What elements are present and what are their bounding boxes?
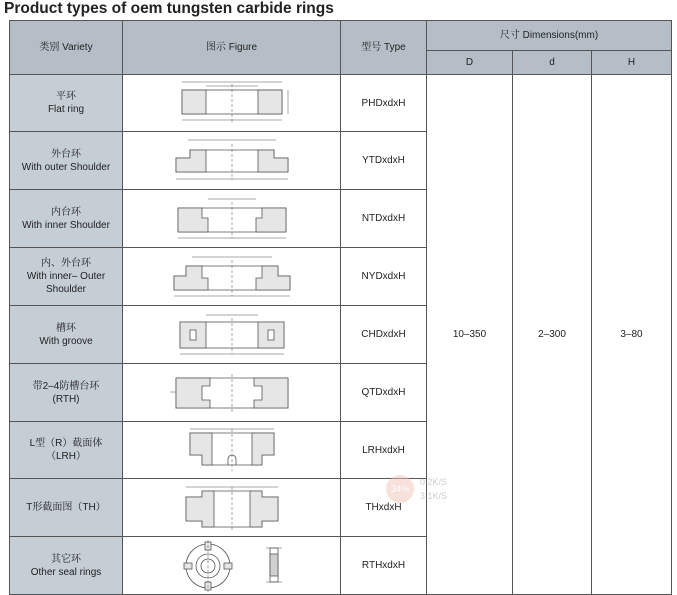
dimension-H-value: 3–80	[592, 75, 672, 595]
type-cell: PHDxdxH	[341, 75, 427, 132]
dimension-d-value: 2–300	[513, 75, 592, 595]
variety-cn: 槽环	[56, 322, 76, 334]
variety-cell	[10, 422, 123, 479]
variety-cell	[10, 306, 123, 364]
type-cell: LRHxdxH	[341, 422, 427, 479]
type-header: 型号 Type	[341, 21, 427, 75]
variety-cn: 内、外台环	[41, 258, 91, 269]
watermark-line-1: 0.2K/S	[420, 477, 448, 487]
dimension-d-header: d	[513, 51, 592, 75]
variety-cell	[10, 132, 123, 190]
variety-header: 类别 Variety	[10, 21, 123, 75]
page-title: Product types of oem tungsten carbide rings	[4, 0, 334, 17]
variety-cell	[10, 364, 123, 422]
anti-groove-ring-figure	[123, 364, 341, 422]
variety-cell	[10, 75, 123, 132]
type-cell: THxdxH	[341, 479, 427, 537]
variety-cell	[10, 479, 123, 537]
variety-cn: 带2–4防槽台环	[32, 380, 100, 392]
inner-outer-shoulder-ring-figure	[123, 248, 341, 306]
variety-cell	[10, 190, 123, 248]
watermark-badge: 34%	[386, 475, 414, 503]
variety-cn: T形截面图（TH）	[26, 502, 106, 513]
type-cell: CHDxdxH	[341, 306, 427, 364]
table-row	[10, 75, 672, 132]
variety-en: With groove	[39, 335, 93, 347]
l-section-ring-figure	[123, 422, 341, 479]
variety-cell	[10, 537, 123, 595]
other-seal-ring-figure	[123, 537, 341, 595]
type-cell: NTDxdxH	[341, 190, 427, 248]
type-cell: NYDxdxH	[341, 248, 427, 306]
dimension-D-header: D	[427, 51, 513, 75]
watermark-line-2: 3.1K/S	[420, 491, 448, 501]
inner-shoulder-ring-figure	[123, 190, 341, 248]
variety-en: With inner Shoulder	[22, 219, 110, 231]
variety-en: With outer Shoulder	[21, 161, 111, 173]
variety-cn: L型（R）截面体	[29, 438, 103, 449]
groove-ring-figure	[123, 306, 341, 364]
variety-en: Flat ring	[47, 104, 85, 115]
variety-en: （LRH）	[45, 451, 86, 462]
variety-cn: 外台环	[51, 148, 81, 160]
type-cell: RTHxdxH	[341, 537, 427, 595]
flat-ring-figure	[123, 75, 341, 132]
variety-en: With inner– Outer Shoulder	[26, 271, 106, 295]
dimension-H-header: H	[592, 51, 672, 75]
t-section-ring-figure	[123, 479, 341, 537]
variety-en: Other seal rings	[30, 566, 102, 578]
type-cell: YTDxdxH	[341, 132, 427, 190]
variety-cn: 平环	[56, 91, 76, 102]
variety-en: (RTH)	[52, 393, 80, 405]
type-cell: QTDxdxH	[341, 364, 427, 422]
dimension-D-value: 10–350	[427, 75, 513, 595]
dimensions-header: 尺寸 Dimensions(mm)	[427, 21, 672, 51]
figure-header: 图示 Figure	[123, 21, 341, 75]
variety-cell	[10, 248, 123, 306]
outer-shoulder-ring-figure	[123, 132, 341, 190]
product-types-table	[9, 20, 672, 595]
variety-cn: 其它环	[51, 553, 81, 565]
variety-cn: 内台环	[51, 206, 81, 218]
